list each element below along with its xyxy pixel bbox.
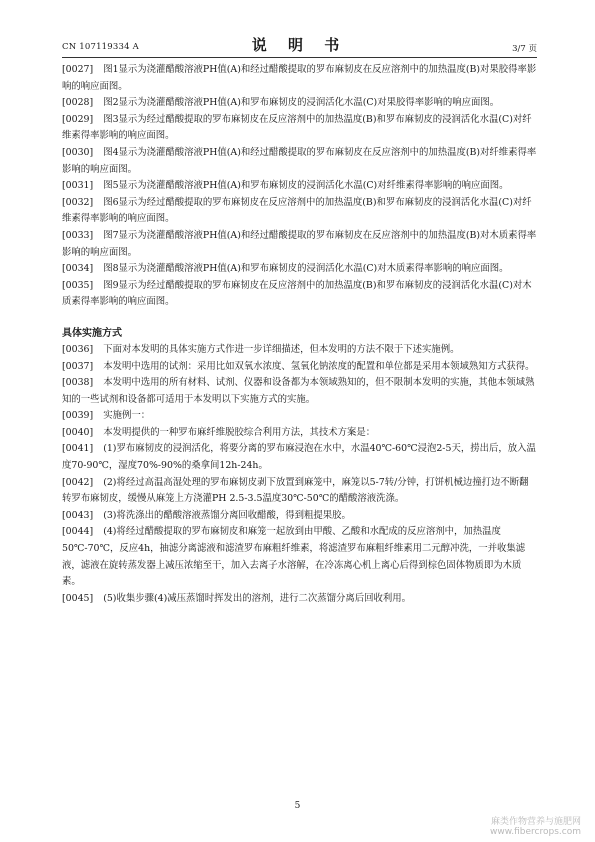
paragraph-text: 图1显示为浇灌醋酸溶液PH值(A)和经过醋酸提取的罗布麻韧皮在反应溶剂中的加热温度(B)对果胶得率影响的响应面图。 xyxy=(62,64,537,92)
paragraph xyxy=(62,261,537,278)
paragraph xyxy=(62,425,537,442)
page-header xyxy=(62,34,537,56)
paragraph-text: 图6显示为经过醋酸提取的罗布麻韧皮在反应溶剂中的加热温度(B)和罗布麻韧皮的浸润活化水温(C)对纤维素得率影响的响应面图。 xyxy=(62,196,532,225)
section-heading: 具体实施方式 xyxy=(62,327,122,339)
paragraph xyxy=(62,342,537,359)
document-body xyxy=(62,62,537,607)
paragraph xyxy=(62,278,537,311)
paragraph xyxy=(62,145,537,178)
paragraph-text: 图7显示为浇灌醋酸溶液PH值(A)和经过醋酸提取的罗布麻韧皮在反应溶剂中的加热温度(B)对木质素得率影响的响应面图。 xyxy=(62,229,537,258)
paragraph xyxy=(62,228,537,261)
paragraph-number: [0027] xyxy=(62,64,94,75)
paragraph-text: (1)罗布麻韧皮的浸润活化，将要分离的罗布麻浸泡在水中，水温40℃-60℃浸泡2-5天，捞出后，放入温度70-90℃，湿度70%-90%的桑拿间12h-24h。 xyxy=(62,443,536,472)
paragraph-number: [0044] xyxy=(62,526,94,538)
paragraph xyxy=(62,62,537,95)
embodiment-paragraphs xyxy=(62,342,537,608)
paragraph-text: (2)将经过高温高湿处理的罗布麻韧皮剥下放置到麻笼中，麻笼以5-7转/分钟，打饼机械边撞打边不断翻转罗布麻韧皮，缓慢从麻笼上方浇灌PH 2.5-3.5温度30℃-50℃的醋酸溶液洗涤。 xyxy=(62,476,529,505)
paragraph xyxy=(62,95,537,112)
paragraph-number: [0039] xyxy=(62,410,94,422)
paragraph-text: 图4显示为浇灌醋酸溶液PH值(A)和经过醋酸提取的罗布麻韧皮在反应溶剂中的加热温度(B)对纤维素得率影响的响应面图。 xyxy=(62,146,537,175)
paragraph xyxy=(62,359,537,376)
paragraph-number: [0030] xyxy=(62,146,94,158)
paragraph-text: 本发明提供的一种罗布麻纤维脱胶综合利用方法，其技术方案是： xyxy=(103,426,376,438)
paragraph-text: 图9显示为经过醋酸提取的罗布麻韧皮在反应溶剂中的加热温度(B)和罗布麻韧皮的浸润活化水温(C)对木质素得率影响的响应面图。 xyxy=(62,279,532,308)
paragraph xyxy=(62,508,537,525)
paragraph-number: [0036] xyxy=(62,343,94,355)
paragraph-text: (5)收集步骤(4)减压蒸馏时挥发出的溶剂，进行二次蒸馏分离后回收利用。 xyxy=(103,592,411,604)
paragraph-text: 图3显示为经过醋酸提取的罗布麻韧皮在反应溶剂中的加热温度(B)和罗布麻韧皮的浸润活化水温(C)对纤维素得率影响的响应面图。 xyxy=(62,113,532,142)
page-number: 5 xyxy=(294,801,301,811)
patent-number: CN 107119334 A xyxy=(62,42,139,52)
paragraph-number: [0031] xyxy=(62,180,94,192)
figure-descriptions xyxy=(62,62,537,311)
paragraph xyxy=(62,195,537,228)
paragraph xyxy=(62,408,537,425)
paragraph-number: [0033] xyxy=(62,229,94,241)
paragraph-text: 图5显示为浇灌醋酸溶液PH值(A)和罗布麻韧皮的浸润活化水温(C)对纤维素得率影响的响应面图。 xyxy=(103,180,509,192)
paragraph-number: [0042] xyxy=(62,476,94,488)
paragraph-number: [0040] xyxy=(62,426,94,438)
paragraph-number: [0034] xyxy=(62,263,94,275)
paragraph-text: (3)将洗涤出的醋酸溶液蒸馏分离回收醋酸，得到粗提果胶。 xyxy=(103,509,351,521)
paragraph-text: 本发明中选用的所有材料、试剂、仪器和设备都为本领域熟知的，但不限制本发明的实施，其他本领域熟知的一些试剂和设备都可适用于本发明以下实施方式的实施。 xyxy=(62,377,535,405)
paragraph-number: [0045] xyxy=(62,592,94,604)
paragraph-number: [0032] xyxy=(62,196,94,208)
paragraph-number: [0029] xyxy=(62,113,94,125)
paragraph xyxy=(62,112,537,145)
paragraph xyxy=(62,591,537,608)
page-indicator: 3/7 页 xyxy=(512,44,537,54)
watermark-title: 麻类作物营养与施肥网 xyxy=(490,817,581,827)
paragraph-number: [0037] xyxy=(62,360,94,372)
site-watermark xyxy=(490,817,581,837)
paragraph xyxy=(62,441,537,474)
paragraph xyxy=(62,178,537,195)
paragraph xyxy=(62,524,537,590)
paragraph-text: (4)将经过醋酸提取的罗布麻韧皮和麻笼一起放到由甲酸、乙酸和水配成的反应溶剂中，加热温度50℃-70℃，反应4h，抽滤分离滤液和滤渣罗布麻粗纤维素，将滤渣罗布麻粗纤维素用二元醇冲洗，一并收集滤液，滤液在旋转蒸发器上减压浓缩至干，加入去离子水溶解，在冷冻离心机上离心后得到棕色固体物质即为木质素。 xyxy=(62,526,526,588)
paragraph-number: [0043] xyxy=(62,509,94,521)
paragraph-text: 实施例一： xyxy=(103,410,151,422)
document-title: 说 明 书 xyxy=(251,36,348,54)
paragraph-text: 本发明中选用的试剂：采用比如双氧水浓度、氢氧化钠浓度的配置和单位都是采用本领域熟知方式获得。 xyxy=(103,360,535,372)
paragraph-text: 图2显示为浇灌醋酸溶液PH值(A)和罗布麻韧皮的浸润活化水温(C)对果胶得率影响的响应面图。 xyxy=(103,97,500,109)
paragraph-number: [0028] xyxy=(62,97,94,109)
paragraph-number: [0038] xyxy=(62,377,94,389)
paragraph-number: [0041] xyxy=(62,443,94,455)
section-spacer xyxy=(62,311,537,325)
paragraph-number: [0035] xyxy=(62,279,94,291)
paragraph-text: 图8显示为浇灌醋酸溶液PH值(A)和罗布麻韧皮的浸润活化水温(C)对木质素得率影响的响应面图。 xyxy=(103,263,509,275)
paragraph xyxy=(62,375,537,408)
paragraph-text: 下面对本发明的具体实施方式作进一步详细描述，但本发明的方法不限于下述实施例。 xyxy=(103,343,460,355)
header-rule xyxy=(62,57,537,58)
paragraph xyxy=(62,475,537,508)
watermark-url: www.fibercrops.com xyxy=(490,827,581,837)
